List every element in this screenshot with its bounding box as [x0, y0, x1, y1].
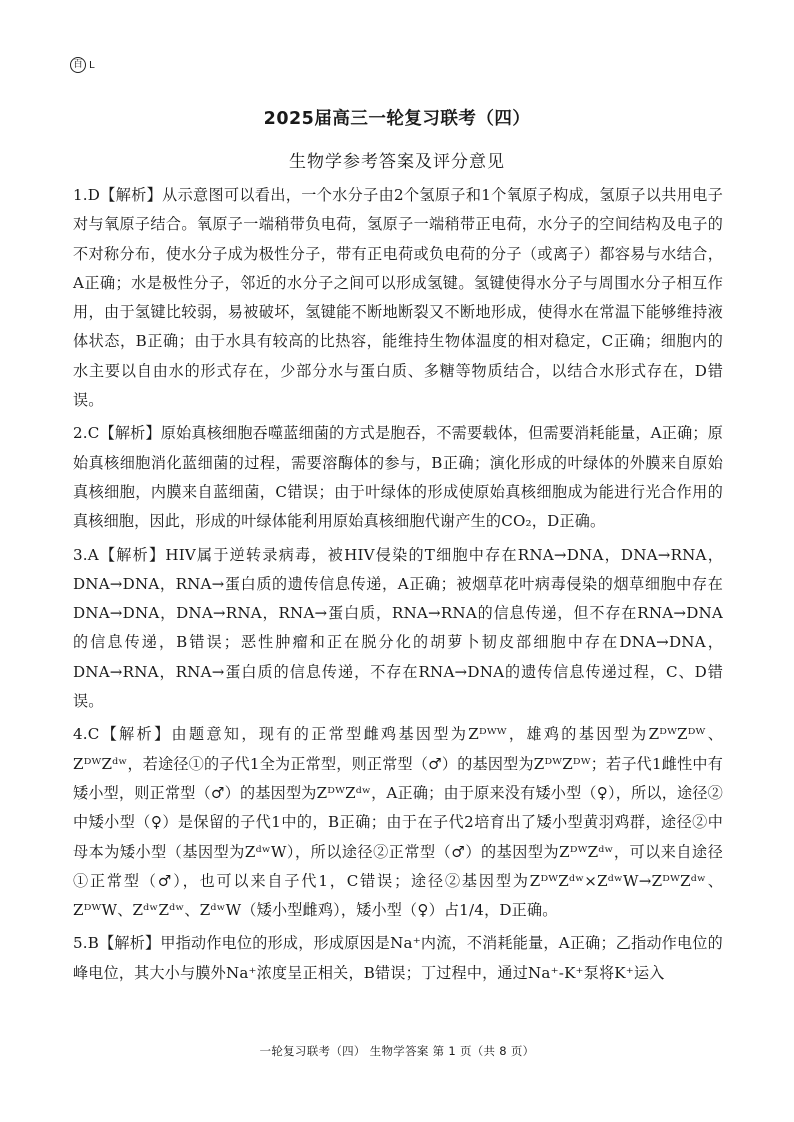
question-3-explanation — [73, 541, 723, 717]
logo-letter: L — [89, 59, 95, 71]
publisher-logo — [70, 57, 95, 73]
question-2-text: 原始真核细胞吞噬蓝细菌的方式是胞吞，不需要载体，但需要消耗能量，A正确；原始真核细胞消化蓝细菌的过程，需要溶酶体的参与，B正确；演化形成的叶绿体的外膜来自原始真核细胞，内膜来自蓝细菌，C错误；由于叶绿体的形成使原始真核细胞成为能进行光合作用的真核细胞，因此，形成的叶绿体能利用原始真核细胞代谢产生的CO₂，D正确。 — [73, 424, 723, 531]
question-1-explanation — [73, 181, 723, 415]
logo-glyph: 百 — [70, 57, 86, 73]
answer-content — [73, 181, 723, 992]
question-4-label: 4.C【解析】 — [73, 725, 172, 744]
question-2-label: 2.C【解析】 — [73, 424, 161, 443]
question-2-explanation — [73, 419, 723, 536]
question-5-explanation — [73, 929, 723, 988]
question-4-explanation — [73, 720, 723, 925]
question-3-label: 3.A【解析】 — [73, 545, 166, 564]
question-4-text: 由题意知，现有的正常型雌鸡基因型为Zᴰᵂᵂ，雄鸡的基因型为ZᴰᵂZᴰᵂ、ZᴰᵂZᵈʷ，若途径①的子代1全为正常型，则正常型（♂）的基因型为ZᴰᵂZᴰᵂ；若子代1雌性中有矮小型，则正常型（♂）的基因型为ZᴰᵂZᵈʷ，A正确；由于原来没有矮小型（♀），所以，途径②中矮小型（♀）是保留的子代1中的，B正确；由于在子代2培育出了矮小型黄羽鸡群，途径②中母本为矮小型（基因型为ZᵈʷW），所以途径②正常型（♂）的基因型为ZᴰᵂZᵈʷ，可以来自途径①正常型（♂），也可以来自子代1，C错误；途径②基因型为ZᴰᵂZᵈʷ×ZᵈʷW→ZᴰᵂZᵈʷ、ZᴰᵂW、ZᵈʷZᵈʷ、ZᵈʷW（矮小型雌鸡），矮小型（♀）占1/4，D正确。 — [73, 725, 723, 920]
question-3-text: HIV属于逆转录病毒，被HIV侵染的T细胞中存在RNA→DNA，DNA→RNA，DNA→DNA，RNA→蛋白质的遗传信息传递，A正确；被烟草花叶病毒侵染的烟草细胞中存在DNA→DNA，DNA→RNA，RNA→蛋白质，RNA→RNA的信息传递，但不存在RNA→DNA的信息传递，B错误；恶性肿瘤和正在脱分化的胡萝卜韧皮部细胞中存在DNA→DNA，DNA→RNA，RNA→蛋白质的信息传递，不存在RNA→DNA的遗传信息传递过程，C、D错误。 — [73, 545, 724, 711]
question-1-label: 1.D【解析】 — [73, 186, 163, 204]
page-title: 2025届高三一轮复习联考（四） — [263, 109, 531, 129]
page-footer: 一轮复习联考（四） 生物学答案 第 1 页（共 8 页） — [259, 1044, 535, 1058]
question-1-text: 从示意图可以看出，一个水分子由2个氢原子和1个氧原子构成，氢原子以共用电子对与氧原子结合。氧原子一端稍带负电荷，氢原子一端稍带正电荷，水分子的空间结构及电子的不对称分布，使水分子成为极性分子，带有正电荷或负电荷的分子（或离子）都容易与水结合，A正确；水是极性分子，邻近的水分子之间可以形成氢键。氢键使得水分子与周围水分子相互作用，由于氢键比较弱，易被破坏，氢键能不断地断裂又不断地形成，使得水在常温下能够维持液体状态，B正确；由于水具有较高的比热容，能维持生物体温度的相对稳定，C正确；细胞内的水主要以自由水的形式存在，少部分水与蛋白质、多糖等物质结合，以结合水形式存在，D错误。 — [73, 186, 724, 410]
question-5-text: 甲指动作电位的形成，形成原因是Na⁺内流，不消耗能量，A正确；乙指动作电位的峰电位，其大小与膜外Na⁺浓度呈正相关，B错误；丁过程中，通过Na⁺-K⁺泵将K⁺运入 — [73, 934, 723, 982]
page-subtitle: 生物学参考答案及评分意见 — [289, 152, 505, 172]
question-5-label: 5.B【解析】 — [73, 934, 161, 953]
